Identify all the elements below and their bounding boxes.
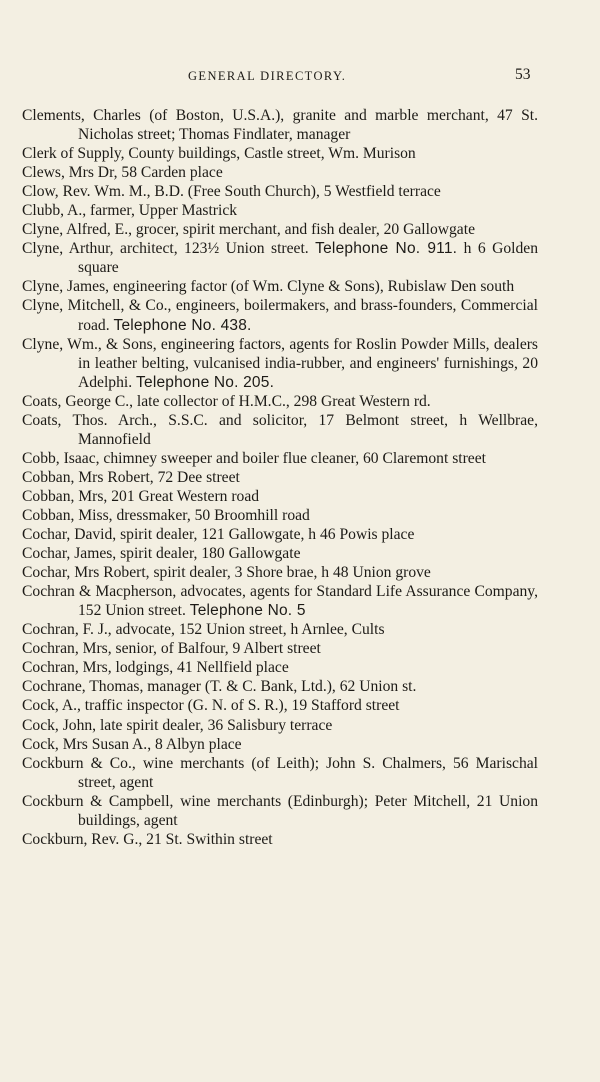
entry-text: Coats, Thos. Arch., S.S.C. and solicitor, 17 Belmont street, h Wellbrae, Mannofield [22,411,538,448]
entry-text: Cobban, Mrs, 201 Great Western road [22,487,260,505]
entry-text: Clubb, A., farmer, Upper Mastrick [22,202,238,220]
directory-entry [22,201,538,220]
directory-entry [22,696,538,715]
entry-text: Clow, Rev. Wm. M., B.D. (Free South Church), 5 Westfield terrace [22,183,441,201]
entry-text: Clyne, Alfred, E., grocer, spirit merchant, and fish dealer, 20 Gallowgate [22,221,475,239]
directory-entry [22,182,538,201]
directory-entry [22,468,538,487]
directory-entry [22,411,538,449]
entry-text: Cochar, James, spirit dealer, 180 Gallowgate [22,545,301,563]
page-header [0,66,600,90]
directory-entry [22,525,538,544]
entry-text: Cochran, F. J., advocate, 152 Union street, h Arnlee, Cults [22,621,385,639]
telephone-number: Telephone No. 5 [189,602,306,620]
directory-entry [22,335,538,392]
directory-entry [22,106,538,144]
directory-entry [22,449,538,468]
telephone-number: Telephone No. 911. [315,240,458,258]
entry-text: Cochrane, Thomas, manager (T. & C. Bank, Ltd.), 62 Union st. [22,678,417,696]
directory-entry [22,716,538,735]
directory-entries [22,106,538,849]
telephone-number: Telephone No. 438. [113,316,252,334]
directory-entry [22,620,538,639]
directory-entry [22,754,538,792]
entry-text: Cockburn & Campbell, wine merchants (Edinburgh); Peter Mitchell, 21 Union buildings, agent [22,792,538,829]
directory-entry [22,487,538,506]
telephone-number: Telephone No. 205. [136,373,275,391]
directory-entry [22,392,538,411]
entry-text: Cockburn & Co., wine merchants (of Leith); John S. Chalmers, 56 Marischal street, agent [22,754,538,791]
page-number: 53 [515,66,531,83]
directory-entry [22,582,538,620]
directory-entry [22,830,538,849]
directory-entry [22,220,538,239]
entry-text: Cochran, Mrs, lodgings, 41 Nellfield place [22,659,289,677]
entry-text: Cock, A., traffic inspector (G. N. of S. R.), 19 Stafford street [22,697,400,715]
directory-entry [22,792,538,830]
entry-text: Cock, Mrs Susan A., 8 Albyn place [22,735,242,753]
directory-entry [22,506,538,525]
entry-text: Cochran, Mrs, senior, of Balfour, 9 Albert street [22,640,321,658]
directory-entry [22,677,538,696]
directory-entry [22,163,538,182]
entry-text: Clements, Charles (of Boston, U.S.A.), granite and marble merchant, 47 St. Nicholas street; Thomas Findlater, manager [22,107,538,144]
directory-entry [22,239,538,277]
entry-text: Cochar, David, spirit dealer, 121 Gallowgate, h 46 Powis place [22,526,415,544]
directory-entry [22,144,538,163]
directory-entry [22,639,538,658]
entry-text: Cock, John, late spirit dealer, 36 Salisbury terrace [22,716,333,734]
entry-text: Cockburn, Rev. G., 21 St. Swithin street [22,830,273,848]
entry-text-after: h 6 Golden square [78,240,539,277]
entry-text: Cobb, Isaac, chimney sweeper and boiler flue cleaner, 60 Claremont street [22,449,486,467]
directory-entry [22,735,538,754]
running-head: GENERAL DIRECTORY. [188,69,347,83]
directory-entry [22,277,538,296]
entry-text: Clyne, James, engineering factor (of Wm. Clyne & Sons), Rubislaw Den south [22,278,515,296]
entry-text: Cochar, Mrs Robert, spirit dealer, 3 Shore brae, h 48 Union grove [22,564,431,582]
entry-text: Cochran & Macpherson, advocates, agents for Standard Life Assurance Company, 152 Union street. [22,583,538,620]
entry-text: Coats, George C., late collector of H.M.C., 298 Great Western rd. [22,392,431,410]
entry-text: Cobban, Mrs Robert, 72 Dee street [22,468,240,486]
entry-text: Cobban, Miss, dressmaker, 50 Broomhill road [22,506,310,524]
directory-entry [22,296,538,334]
directory-entry [22,658,538,677]
entry-text: Clews, Mrs Dr, 58 Carden place [22,164,223,182]
entry-text: Clerk of Supply, County buildings, Castle street, Wm. Murison [22,145,416,163]
entry-text: Clyne, Wm., & Sons, engineering factors, agents for Roslin Powder Mills, dealers in leather belting, vulcanised india-rubber, and engineers' furnishings, 20 Adelphi. [22,335,538,391]
entry-text: Clyne, Arthur, architect, 123½ Union street. [22,240,309,258]
entry-text: Clyne, Mitchell, & Co., engineers, boilermakers, and brass-founders, Commercial road. [22,297,538,334]
directory-entry [22,563,538,582]
directory-entry [22,544,538,563]
